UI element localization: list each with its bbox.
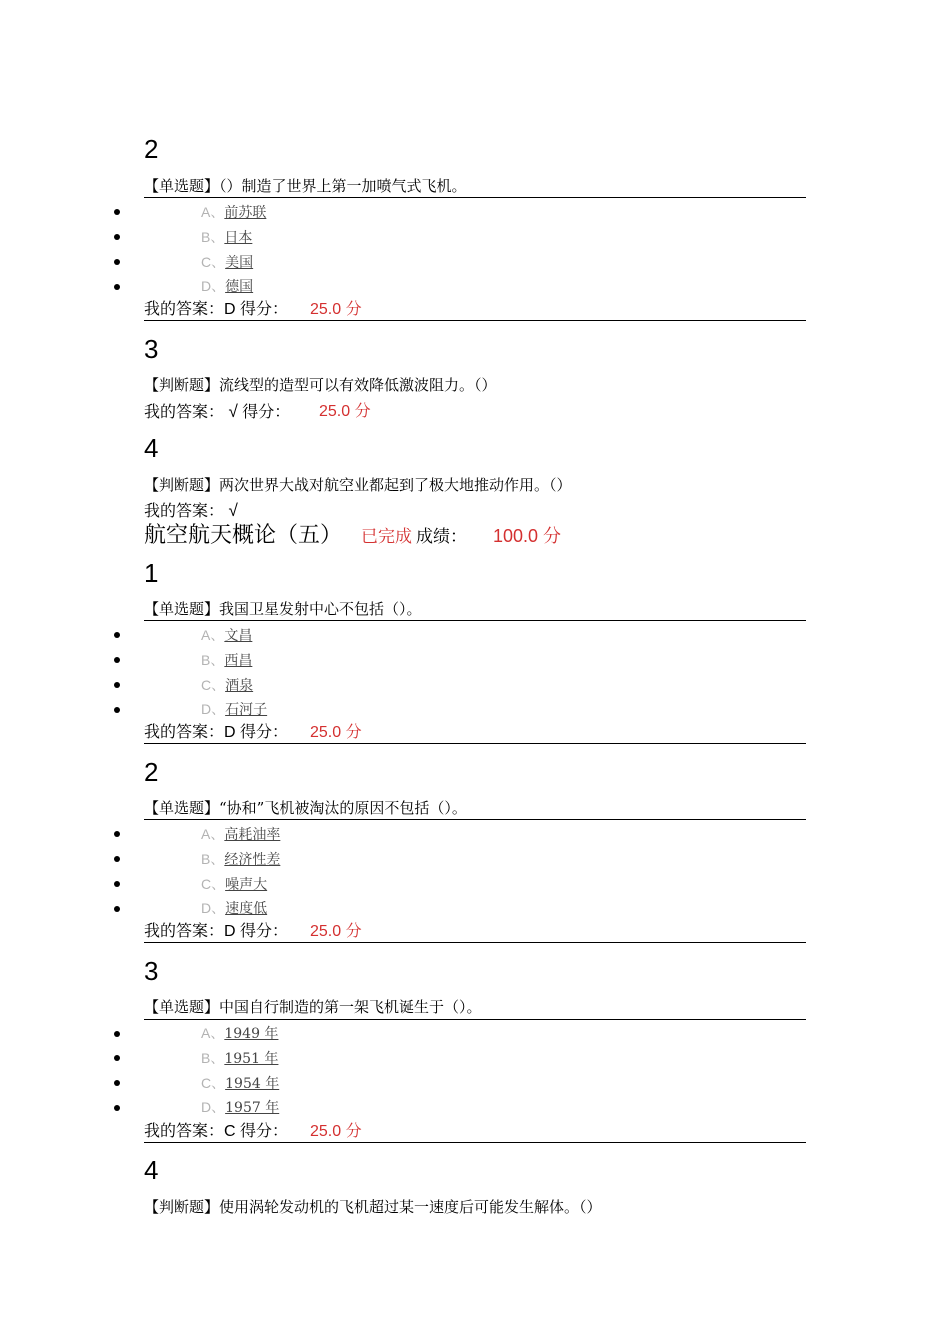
option-link[interactable]: 速度低 bbox=[225, 901, 268, 917]
option-letter: B、 bbox=[201, 1050, 225, 1066]
option-c[interactable] bbox=[201, 875, 267, 894]
question-number: 2 bbox=[144, 134, 159, 164]
option-d[interactable] bbox=[201, 899, 267, 918]
status-badge: 已完成 bbox=[361, 527, 412, 547]
question-text: 【单选题】我国卫星发射中心不包括（）。 bbox=[144, 600, 422, 618]
question-text: 【单选题】（）制造了世界上第一加喷气式飞机。 bbox=[144, 177, 467, 195]
bullet-icon bbox=[114, 284, 120, 290]
my-answer bbox=[144, 402, 290, 423]
option-letter: C、 bbox=[201, 677, 226, 693]
option-a[interactable] bbox=[201, 1024, 278, 1043]
option-link[interactable]: 德国 bbox=[225, 279, 254, 295]
my-answer: 我的答案：D 得分： bbox=[144, 923, 289, 940]
question-text: 【判断题】两次世界大战对航空业都起到了极大地推动作用。（） bbox=[144, 476, 572, 494]
option-letter: C、 bbox=[201, 876, 226, 892]
option-link[interactable]: 日本 bbox=[224, 230, 253, 246]
bullet-icon bbox=[114, 906, 120, 912]
option-a[interactable] bbox=[201, 825, 280, 844]
score-value: 25.0 分 bbox=[310, 923, 362, 940]
option-c[interactable] bbox=[201, 676, 253, 695]
check-mark: √ bbox=[228, 501, 238, 520]
question-number: 1 bbox=[144, 558, 159, 588]
bullet-icon bbox=[114, 1105, 120, 1111]
option-b[interactable] bbox=[201, 850, 280, 869]
score-value: 25.0 分 bbox=[319, 403, 371, 420]
divider bbox=[144, 743, 806, 744]
option-letter: D、 bbox=[201, 701, 226, 717]
option-link[interactable]: 1949 年 bbox=[224, 1026, 279, 1042]
question-text: 【单选题】“协和”飞机被淘汰的原因不包括（）。 bbox=[144, 799, 467, 817]
bullet-icon bbox=[114, 657, 120, 663]
divider bbox=[144, 1142, 806, 1143]
question-number: 4 bbox=[144, 433, 159, 463]
bullet-icon bbox=[114, 1055, 120, 1061]
option-letter: A、 bbox=[201, 826, 225, 842]
bullet-icon bbox=[114, 632, 120, 638]
divider bbox=[144, 620, 806, 621]
option-letter: D、 bbox=[201, 278, 226, 294]
divider bbox=[144, 1019, 806, 1020]
option-b[interactable] bbox=[201, 651, 252, 670]
option-d[interactable] bbox=[201, 1098, 279, 1117]
bullet-icon bbox=[114, 1080, 120, 1086]
option-d[interactable] bbox=[201, 700, 267, 719]
option-link[interactable]: 石河子 bbox=[225, 702, 268, 718]
bullet-icon bbox=[114, 682, 120, 688]
option-letter: B、 bbox=[201, 851, 225, 867]
my-answer: 我的答案：D 得分： bbox=[144, 301, 289, 318]
option-link[interactable]: 前苏联 bbox=[224, 205, 267, 221]
option-link[interactable]: 美国 bbox=[225, 255, 254, 271]
bullet-icon bbox=[114, 881, 120, 887]
option-link[interactable]: 高耗油率 bbox=[224, 827, 281, 843]
option-link[interactable]: 噪声大 bbox=[225, 877, 268, 893]
divider bbox=[144, 942, 806, 943]
bullet-icon bbox=[114, 234, 120, 240]
option-link[interactable]: 文昌 bbox=[224, 628, 253, 644]
option-letter: C、 bbox=[201, 254, 226, 270]
option-link[interactable]: 酒泉 bbox=[225, 678, 254, 694]
option-link[interactable]: 西昌 bbox=[224, 653, 253, 669]
option-link[interactable]: 1951 年 bbox=[224, 1051, 279, 1067]
score-label: 得分： bbox=[242, 404, 291, 421]
option-link[interactable]: 1954 年 bbox=[225, 1076, 280, 1092]
divider bbox=[144, 320, 806, 321]
my-answer bbox=[144, 501, 238, 522]
option-c[interactable] bbox=[201, 253, 253, 272]
question-text: 【判断题】流线型的造型可以有效降低激波阻力。（） bbox=[144, 376, 497, 394]
option-b[interactable] bbox=[201, 228, 252, 247]
bullet-icon bbox=[114, 707, 120, 713]
answer-label: 我的答案： bbox=[144, 404, 225, 421]
bullet-icon bbox=[114, 1031, 120, 1037]
option-letter: A、 bbox=[201, 204, 225, 220]
option-letter: A、 bbox=[201, 627, 225, 643]
question-number: 4 bbox=[144, 1155, 159, 1185]
option-a[interactable] bbox=[201, 626, 252, 645]
bullet-icon bbox=[114, 831, 120, 837]
option-d[interactable] bbox=[201, 277, 253, 296]
answer-label: 我的答案： bbox=[144, 503, 225, 520]
section-title: 航空航天概论（五） bbox=[144, 523, 343, 548]
score-value: 25.0 分 bbox=[310, 301, 362, 318]
bullet-icon bbox=[114, 209, 120, 215]
question-text: 【判断题】使用涡轮发动机的飞机超过某一速度后可能发生解体。（） bbox=[144, 1198, 602, 1216]
bullet-icon bbox=[114, 259, 120, 265]
option-letter: B、 bbox=[201, 229, 225, 245]
option-a[interactable] bbox=[201, 203, 266, 222]
score-label: 成绩： bbox=[416, 527, 467, 547]
option-letter: A、 bbox=[201, 1025, 225, 1041]
question-number: 3 bbox=[144, 334, 159, 364]
bullet-icon bbox=[114, 856, 120, 862]
option-letter: C、 bbox=[201, 1075, 226, 1091]
my-answer: 我的答案：D 得分： bbox=[144, 724, 289, 741]
divider bbox=[144, 819, 806, 820]
my-answer: 我的答案：C 得分： bbox=[144, 1123, 289, 1140]
section-score: 100.0 分 bbox=[493, 526, 562, 546]
option-link[interactable]: 经济性差 bbox=[224, 852, 281, 868]
option-c[interactable] bbox=[201, 1074, 279, 1093]
option-link[interactable]: 1957 年 bbox=[225, 1100, 280, 1116]
option-b[interactable] bbox=[201, 1049, 278, 1068]
question-number: 2 bbox=[144, 757, 159, 787]
option-letter: B、 bbox=[201, 652, 225, 668]
divider bbox=[144, 197, 806, 198]
option-letter: D、 bbox=[201, 1099, 226, 1115]
check-mark: √ bbox=[228, 402, 238, 421]
score-value: 25.0 分 bbox=[310, 1123, 362, 1140]
score-value: 25.0 分 bbox=[310, 724, 362, 741]
option-letter: D、 bbox=[201, 900, 226, 916]
question-number: 3 bbox=[144, 956, 159, 986]
question-text: 【单选题】中国自行制造的第一架飞机诞生于（）。 bbox=[144, 998, 482, 1016]
